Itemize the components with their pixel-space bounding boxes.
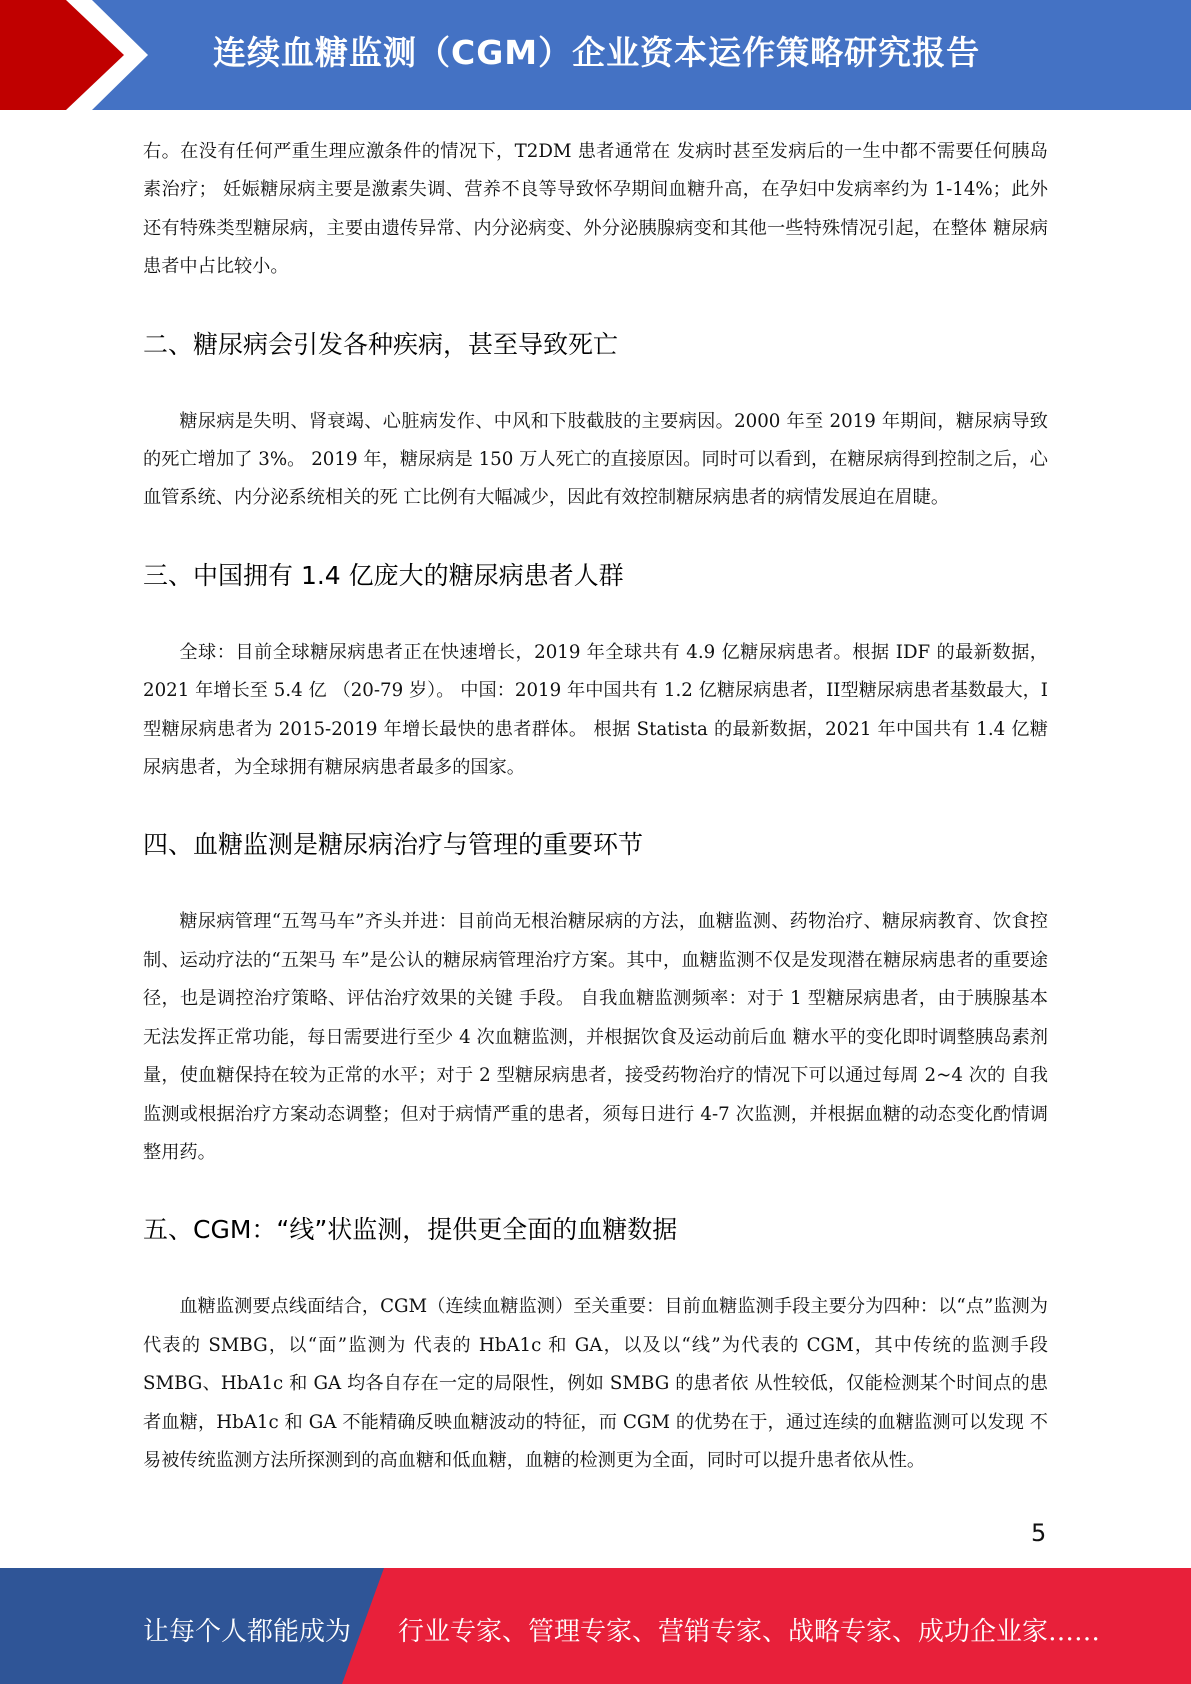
header-bar <box>0 0 1191 110</box>
document-body <box>143 133 1048 1480</box>
section-heading-4: 四、血糖监测是糖尿病治疗与管理的重要环节 <box>143 830 644 860</box>
paragraph-diabetes-types: 右。在没有任何严重生理应激条件的情况下，T2DM 患者通常在 发病时甚至发病后的一生中都不需要任何胰岛素治疗； 妊娠糖尿病主要是激素失调、营养不良等导致怀孕期间血糖升高，在孕妇中发病率约为 1-14%；此外还有特殊类型糖尿病，主要由遗传异常、内分泌病变、外分泌胰腺病变和其他一些特殊情况引起，在整体 糖尿病患者中占比较小。 <box>143 141 1048 278</box>
section-heading-2: 二、糖尿病会引发各种疾病，甚至导致死亡 <box>143 329 619 359</box>
section-heading-5: 五、CGM：“线”状监测，提供更全面的血糖数据 <box>143 1215 678 1245</box>
paragraph-cgm: 血糖监测要点线面结合，CGM（连续血糖监测）至关重要：目前血糖监测手段主要分为四种：以“点”监测为代表的 SMBG，以“面”监测为 代表的 HbA1c 和 GA，以及以“线”为代表的 CGM，其中传统的监测手段 SMBG、HbA1c 和 GA 均各自存在一定的局限性，例如 SMBG 的患者依 从性较低，仅能检测某个时间点的患者血糖，HbA1c 和 GA 不能精确反映血糖波动的特征，而 CGM 的优势在于，通过连续的血糖监测可以发现 不易被传统监测方法所探测到的高血糖和低血糖，血糖的检测更为全面，同时可以提升患者依从性。 <box>143 1296 1048 1471</box>
footer-banner <box>0 1568 1191 1684</box>
report-title: 连续血糖监测（CGM）企业资本运作策略研究报告 <box>213 33 981 72</box>
paragraph-diabetes-death: 糖尿病是失明、肾衰竭、心脏病发作、中风和下肢截肢的主要病因。2000 年至 2019 年期间，糖尿病导致的死亡增加了 3%。 2019 年，糖尿病是 150 万人死亡的直接原因。同时可以看到，在糖尿病得到控制之后，心血管系统、内分泌系统相关的死 亡比例有大幅减少，因此有效控制糖尿病患者的病情发展迫在眉睫。 <box>143 410 1048 509</box>
page-number: 5 <box>1031 1519 1047 1547</box>
paragraph-china-patients: 全球：目前全球糖尿病患者正在快速增长，2019 年全球共有 4.9 亿糖尿病患者。根据 IDF 的最新数据，2021 年增长至 5.4 亿 （20-79 岁）。 中国：2019 年中国共有 1.2 亿糖尿病患者，II型糖尿病患者基数最大，I 型糖尿病患者为 2015-2019 年增长最快的患者群体。 根据 Statista 的最新数据，2021 年中国共有 1.4 亿糖尿病患者，为全球拥有糖尿病患者最多的国家。 <box>143 641 1048 779</box>
header-arrow-icon <box>0 0 160 110</box>
footer-slogan-left: 让每个人都能成为 <box>143 1617 352 1647</box>
footer-slogan-right: 行业专家、管理专家、营销专家、战略专家、成功企业家…… <box>398 1617 1101 1647</box>
section-heading-3: 三、中国拥有 1.4 亿庞大的糖尿病患者人群 <box>143 560 624 590</box>
paragraph-glucose-monitoring: 糖尿病管理“五驾马车”齐头并进：目前尚无根治糖尿病的方法，血糖监测、药物治疗、糖尿病教育、饮食控制、运动疗法的“五架马 车”是公认的糖尿病管理治疗方案。其中，血糖监测不仅是发现潜在糖尿病患者的重要途径，也是调控治疗策略、评估治疗效果的关键 手段。 自我血糖监测频率：对于 1 型糖尿病患者，由于胰腺基本无法发挥正常功能，每日需要进行至少 4 次血糖监测，并根据饮食及运动前后血 糖水平的变化即时调整胰岛素剂量，使血糖保持在较为正常的水平；对于 2 型糖尿病患者，接受药物治疗的情况下可以通过每周 2~4 次的 自我监测或根据治疗方案动态调整；但对于病情严重的患者，须每日进行 4-7 次监测，并根据血糖的动态变化酌情调整用药。 <box>143 911 1048 1163</box>
